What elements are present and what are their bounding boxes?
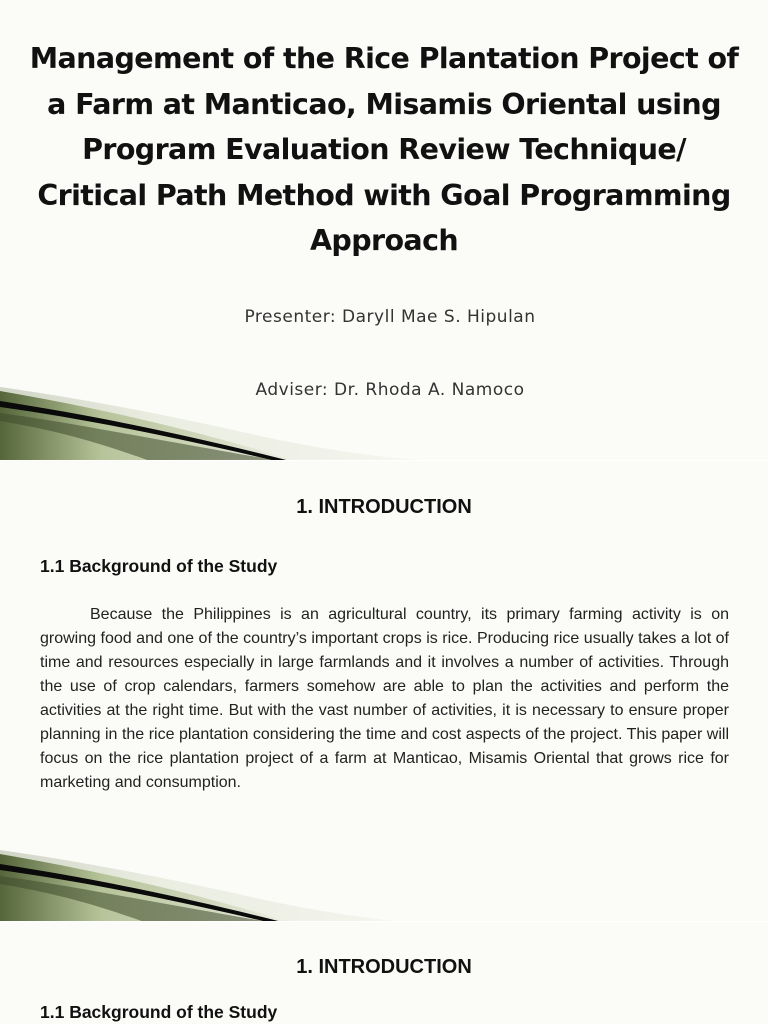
title-slide xyxy=(0,0,768,461)
adviser-credit: Adviser: Dr. Rhoda A. Namoco xyxy=(255,380,525,400)
presenter-credit: Presenter: Daryll Mae S. Hipulan xyxy=(244,307,536,327)
subsection-heading: 1.1 Background of the Study xyxy=(40,1002,278,1022)
swoosh-decoration xyxy=(0,844,768,922)
section-heading: 1. INTRODUCTION xyxy=(296,956,472,978)
background-paragraph: Because the Philippines is an agricultural country, its primary farming activity is on growing food and one of the country’s important crops is rice. Producing rice usually takes a lot of time and resources especially in large farmlands and it involves a number of activities. Through the use of crop calendars, farmers somehow are able to plan the activities and perform the activities at the right time. But with the vast number of activities, it is necessary to ensure proper planning in the rice plantation considering the time and cost aspects of the project. This paper will focus on the rice plantation project of a farm at Manticao, Misamis Oriental that grows rice for marketing and consumption. xyxy=(40,606,729,791)
introduction-slide-continued xyxy=(0,922,768,1024)
presentation-title: Management of the Rice Plantation Project of a Farm at Manticao, Misamis Oriental using Program Evaluation Review Technique/ Critical Path Method with Goal Programming Approach xyxy=(29,42,739,257)
introduction-slide xyxy=(0,461,768,922)
swoosh-decoration xyxy=(0,381,768,461)
section-heading: 1. INTRODUCTION xyxy=(296,496,472,518)
subsection-heading: 1.1 Background of the Study xyxy=(40,556,278,576)
